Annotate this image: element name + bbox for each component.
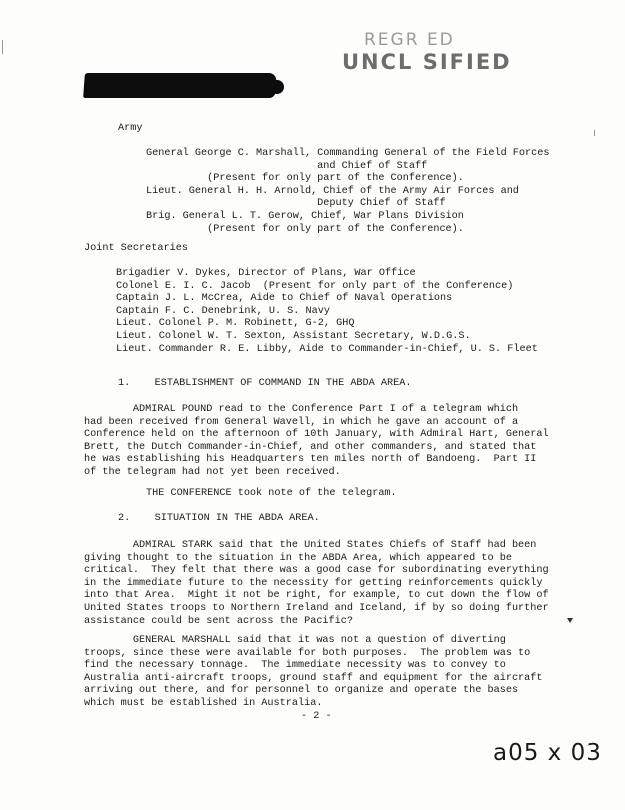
item-1-para-line-4: Brett, the Dutch Commander-in-Chief, and other commanders, and stated that [84, 441, 537, 453]
scan-edge-mark [2, 40, 3, 54]
item-2-para1-line-6: United States troops to Northern Ireland and Iceland, if by so doing further [84, 603, 549, 614]
item-1-heading: 1. ESTABLISHMENT OF COMMAND IN THE ABDA AREA. [118, 378, 412, 389]
army-line-2: and Chief of Staff [146, 160, 428, 172]
joint-line-1: Brigadier V. Dykes, Director of Plans, War Office [116, 268, 416, 279]
item-2-para2-line-3: find the necessary tonnage. The immediate necessity was to convey to [84, 660, 506, 672]
joint-line-2: Colonel E. I. C. Jacob (Present for only part of the Conference) [116, 280, 514, 292]
item-2-para1-line-2: giving thought to the situation in the ABDA Area, which appeared to be [84, 552, 512, 564]
joint-line-5: Lieut. Colonel P. M. Robinett, G-2, GHQ [116, 318, 355, 330]
army-line-3: (Present for only part of the Conference). [146, 173, 464, 185]
margin-arrow-icon [567, 618, 573, 623]
army-line-1: General George C. Marshall, Commanding General of the Field Forces [146, 148, 550, 159]
item-2-para2-line-2: troops, since these were available for both purposes. The problem was to [84, 647, 531, 659]
item-1-para-line-3: Conference held on the afternoon of 10th January, with Admiral Hart, General [84, 429, 549, 441]
joint-line-4: Captain F. C. Denebrink, U. S. Navy [116, 305, 330, 317]
section-heading-army: Army [118, 123, 143, 134]
army-line-7: (Present for only part of the Conference). [146, 223, 464, 235]
item-2-para2-line-6: which must be established in Australia. [84, 698, 323, 709]
army-line-5: Deputy Chief of Staff [146, 198, 446, 210]
joint-line-6: Lieut. Colonel W. T. Sexton, Assistant Secretary, W.D.G.S. [116, 331, 471, 342]
item-2-para1-line-4: in the immediate future to the necessity for getting reinforcements quickly [84, 577, 543, 589]
item-1-para-line-5: he was establishing his Headquarters ten miles north of Bandoeng. Part II [84, 454, 537, 466]
army-line-6: Brig. General L. T. Gerow, Chief, War Plans Division [146, 211, 464, 222]
item-1-para-line-6: of the telegram had not yet been received. [84, 467, 341, 478]
scan-edge-mark [594, 130, 595, 136]
redaction-bar [83, 73, 277, 98]
redaction-bar-tail [270, 80, 284, 94]
item-1-para-line-2: had been received from General Wavell, in which he gave an account of a [84, 416, 519, 428]
item-2-para2-line-5: arriving out there, and for personnel to organize and operate the bases [84, 685, 519, 697]
item-2-para1-line-5: into that Area. Might it not be right, for example, to cut down the flow of [84, 590, 549, 602]
army-line-4: Lieut. General H. H. Arnold, Chief of the Army Air Forces and [146, 185, 519, 197]
joint-line-7: Lieut. Commander R. E. Libby, Aide to Commander-in-Chief, U. S. Fleet [116, 343, 538, 355]
stamp-line-1: REGR ED [364, 30, 455, 50]
item-2-para2-line-4: Australia anti-aircraft troops, ground staff and equipment for the aircraft [84, 672, 543, 684]
item-1-note: THE CONFERENCE took note of the telegram. [146, 488, 397, 499]
joint-line-3: Captain J. L. McCrea, Aide to Chief of Naval Operations [116, 293, 453, 305]
declassification-stamp [342, 30, 512, 74]
item-2-para1-line-7: assistance could be sent across the Pacific? [84, 615, 353, 627]
handwritten-reference: a05 x 03 [493, 740, 602, 766]
item-2-para1-line-1: ADMIRAL STARK said that the United States Chiefs of Staff had been [84, 540, 537, 551]
item-2-heading: 2. SITUATION IN THE ABDA AREA. [118, 513, 320, 524]
item-2-para2-line-1: GENERAL MARSHALL said that it was not a question of diverting [84, 635, 506, 646]
stamp-line-2: UNCL SIFIED [342, 50, 512, 74]
page-number: - 2 - [301, 711, 332, 722]
section-heading-joint-secretaries: Joint Secretaries [84, 243, 188, 254]
item-1-para-line-1: ADMIRAL POUND read to the Conference Part I of a telegram which [84, 404, 519, 415]
item-2-para1-line-3: critical. They felt that there was a good case for subordinating everything [84, 565, 549, 577]
